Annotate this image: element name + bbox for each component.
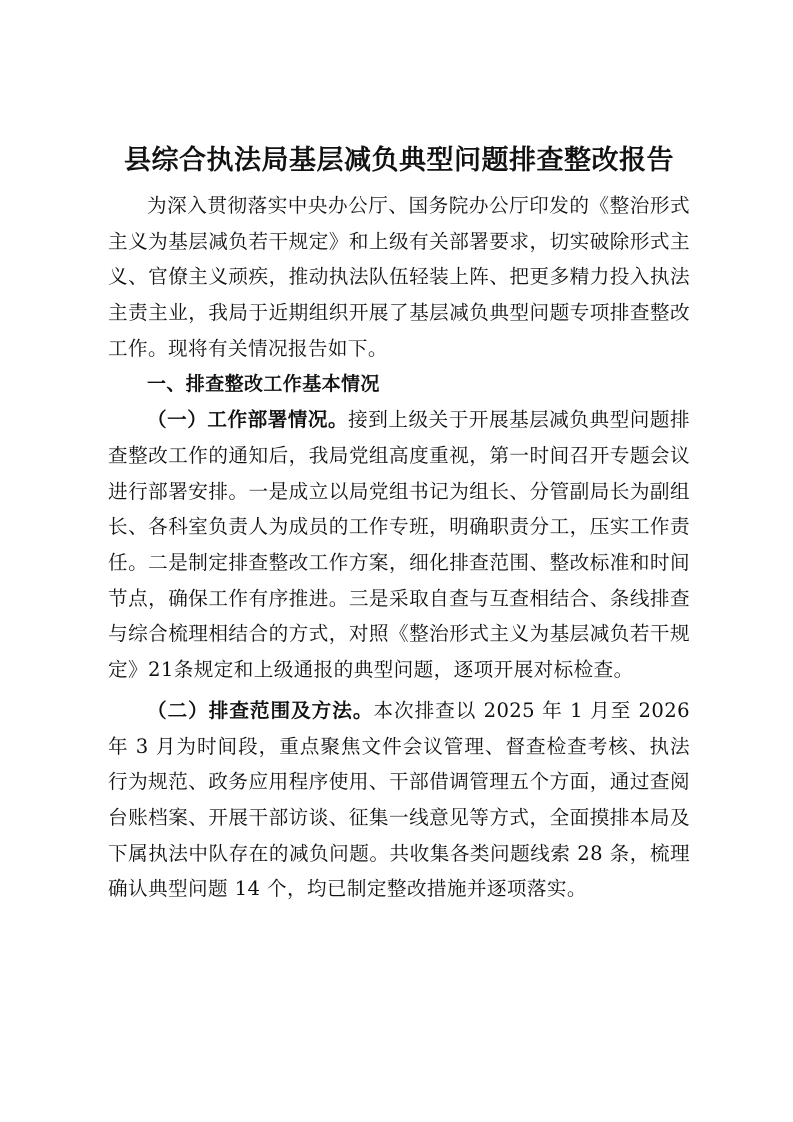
intro-paragraph: 为深入贯彻落实中央办公厅、国务院办公厅印发的《整治形式主义为基层减负若干规定》和上级有关部署要求，切实破除形式主义、官僚主义顽疾，推动执法队伍轻装上阵、把更多精力投入执法主责主业，我局于近期组织开展了基层减负典型问题专项排查整改工作。现将有关情况报告如下。 xyxy=(108,194,690,360)
document-body xyxy=(108,140,690,907)
subsection-2-paragraph xyxy=(108,693,690,907)
subsection-2-lead: （二）排查范围及方法。 xyxy=(147,698,374,722)
document-title: 县综合执法局基层减负典型问题排查整改报告 xyxy=(124,145,674,176)
subsection-1-body: 接到上级关于开展基层减负典型问题排查整改工作的通知后，我局党组高度重视，第一时间召开专题会议进行部署安排。一是成立以局党组书记为组长、分管副局长为副组长、各科室负责人为成员的工作专班，明确职责分工，压实工作责任。二是制定排查整改工作方案，细化排查范围、整改标准和时间节点，确保工作有序推进。三是采取自查与互查相结合、条线排查与综合梳理相结合的方式，对照《整治形式主义为基层减负若干规定》21条规定和上级通报的典型问题，逐项开展对标检查。 xyxy=(108,408,690,682)
subsection-1-lead: （一）工作部署情况。 xyxy=(147,408,349,432)
subsection-2-body: 本次排查以 2025 年 1 月至 2026 年 3 月为时间段，重点聚焦文件会议管理、督查检查考核、执法行为规范、政务应用程序使用、干部借调管理五个方面，通过查阅台账档案、开展干部访谈、征集一线意见等方式，全面摸排本局及下属执法中队存在的减负问题。共收集各类问题线索 28 条，梳理确认典型问题 14 个，均已制定整改措施并逐项落实。 xyxy=(108,698,691,901)
subsection-1-paragraph xyxy=(108,402,690,688)
section-heading: 一、排查整改工作基本情况 xyxy=(147,372,380,395)
